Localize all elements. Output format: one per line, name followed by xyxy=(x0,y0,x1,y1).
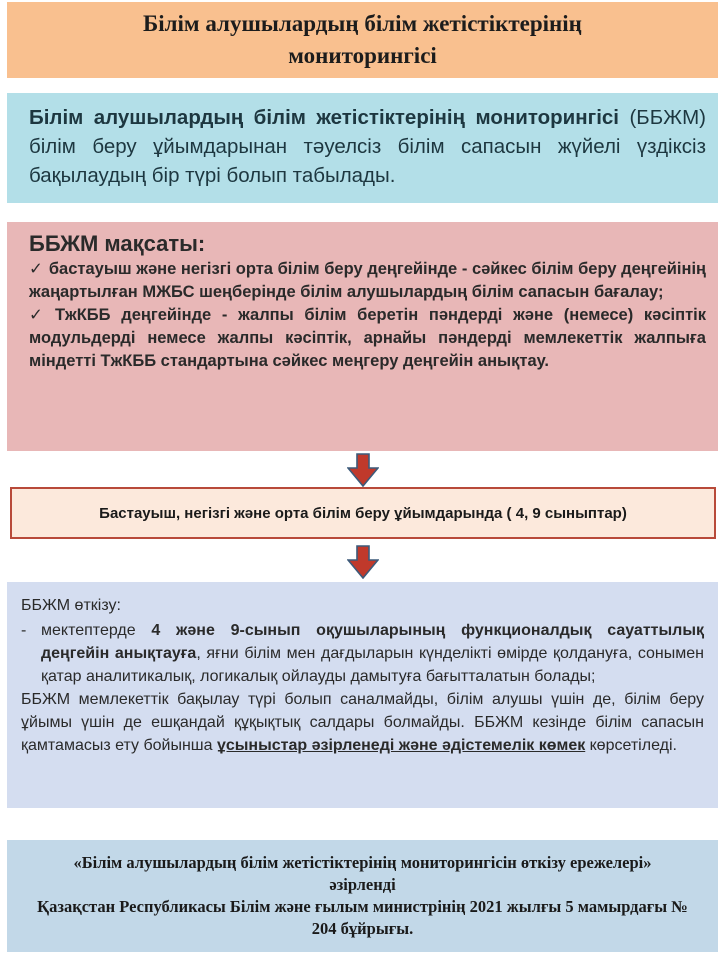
page-title xyxy=(7,2,718,78)
definition-bold-text: Білім алушылардың білім жетістіктерінің мониторингісі xyxy=(29,106,619,129)
definition-rest-text: (ББЖМ) білім беру ұйымдарынан тәуелсіз білім сапасын жүйелі үздіксіз бақылаудың бір түрі болып табылады. xyxy=(29,106,707,187)
goals-heading: ББЖМ мақсаты: xyxy=(29,231,206,256)
conduct-bullet xyxy=(21,619,704,688)
goal-item xyxy=(29,304,706,373)
goals-box xyxy=(7,222,718,451)
education-level-text: Бастауыш, негізгі және орта білім беру ұйымдарында ( 4, 9 сыныптар) xyxy=(99,504,627,522)
goal-item-text: бастауыш және негізгі орта білім беру деңгейінде - сәйкес білім беру деңгейінің жаңартылған МЖБС шеңберінде білім алушылардың білім сапасын бағалау; xyxy=(29,260,707,301)
bullet-dash: - xyxy=(21,622,27,639)
footer-line-rules: «Білім алушылардың білім жетістіктерінің мониторингісін өткізу ережелері» xyxy=(73,853,652,872)
definition-box xyxy=(7,93,718,203)
education-level-box xyxy=(10,487,716,539)
title-text: Білім алушылардың білім жетістіктерінің мониторингісі xyxy=(143,11,582,68)
goal-item xyxy=(29,258,706,304)
checkmark-icon: ✓ xyxy=(29,260,43,278)
para-pre-text: ББЖМ мемлекеттік бақылау түрі болып саналмайды, білім алушы үшін де, білім беру ұйымы үшін де ешқандай құқықтық салдары болмайды. ББЖМ кезінде білім сапасын қамтамасыз ету бойынша xyxy=(21,691,704,754)
bullet-post-text: , яғни білім мен дағдыларын күнделікті өмірде қолдануға, сонымен қатар аналитикалық, логикалық ойлауды дамытуға бағытталатын болады; xyxy=(41,645,704,685)
bullet-bold-text: 4 және 9-сынып оқушыларының функционалдық сауаттылық деңгейін анықтауға xyxy=(41,622,704,662)
goal-item-text: ТжКББ деңгейінде - жалпы білім беретін пәндерді және (немесе) кәсіптік модульдерді немесе жалпы кәсіптік, арнайы пәндерді мемлекеттік жалпыға міндетті ТжКББ стандартына сәйкес меңгеру деңгейін анықтау. xyxy=(29,306,707,370)
footer-line-order: Қазақстан Республикасы Білім және ғылым министрінің 2021 жылғы 5 мамырдағы № 204 бұйрығы. xyxy=(37,897,688,938)
conduct-bullet-text xyxy=(41,619,704,688)
conduct-box xyxy=(7,582,718,808)
para-bold-text: ұсыныстар әзірленеді және әдістемелік көмек xyxy=(216,737,586,754)
para-post-text: көрсетіледі. xyxy=(585,737,677,754)
conduct-heading: ББЖМ өткізу: xyxy=(21,597,121,614)
footer-box xyxy=(7,840,718,952)
checkmark-icon: ✓ xyxy=(29,306,49,324)
down-arrow-icon xyxy=(347,453,379,487)
down-arrow-icon xyxy=(347,545,379,579)
footer-line-developed: әзірленді xyxy=(329,875,396,894)
bullet-pre-text: мектептерде xyxy=(41,622,152,639)
conduct-paragraph xyxy=(21,688,704,757)
